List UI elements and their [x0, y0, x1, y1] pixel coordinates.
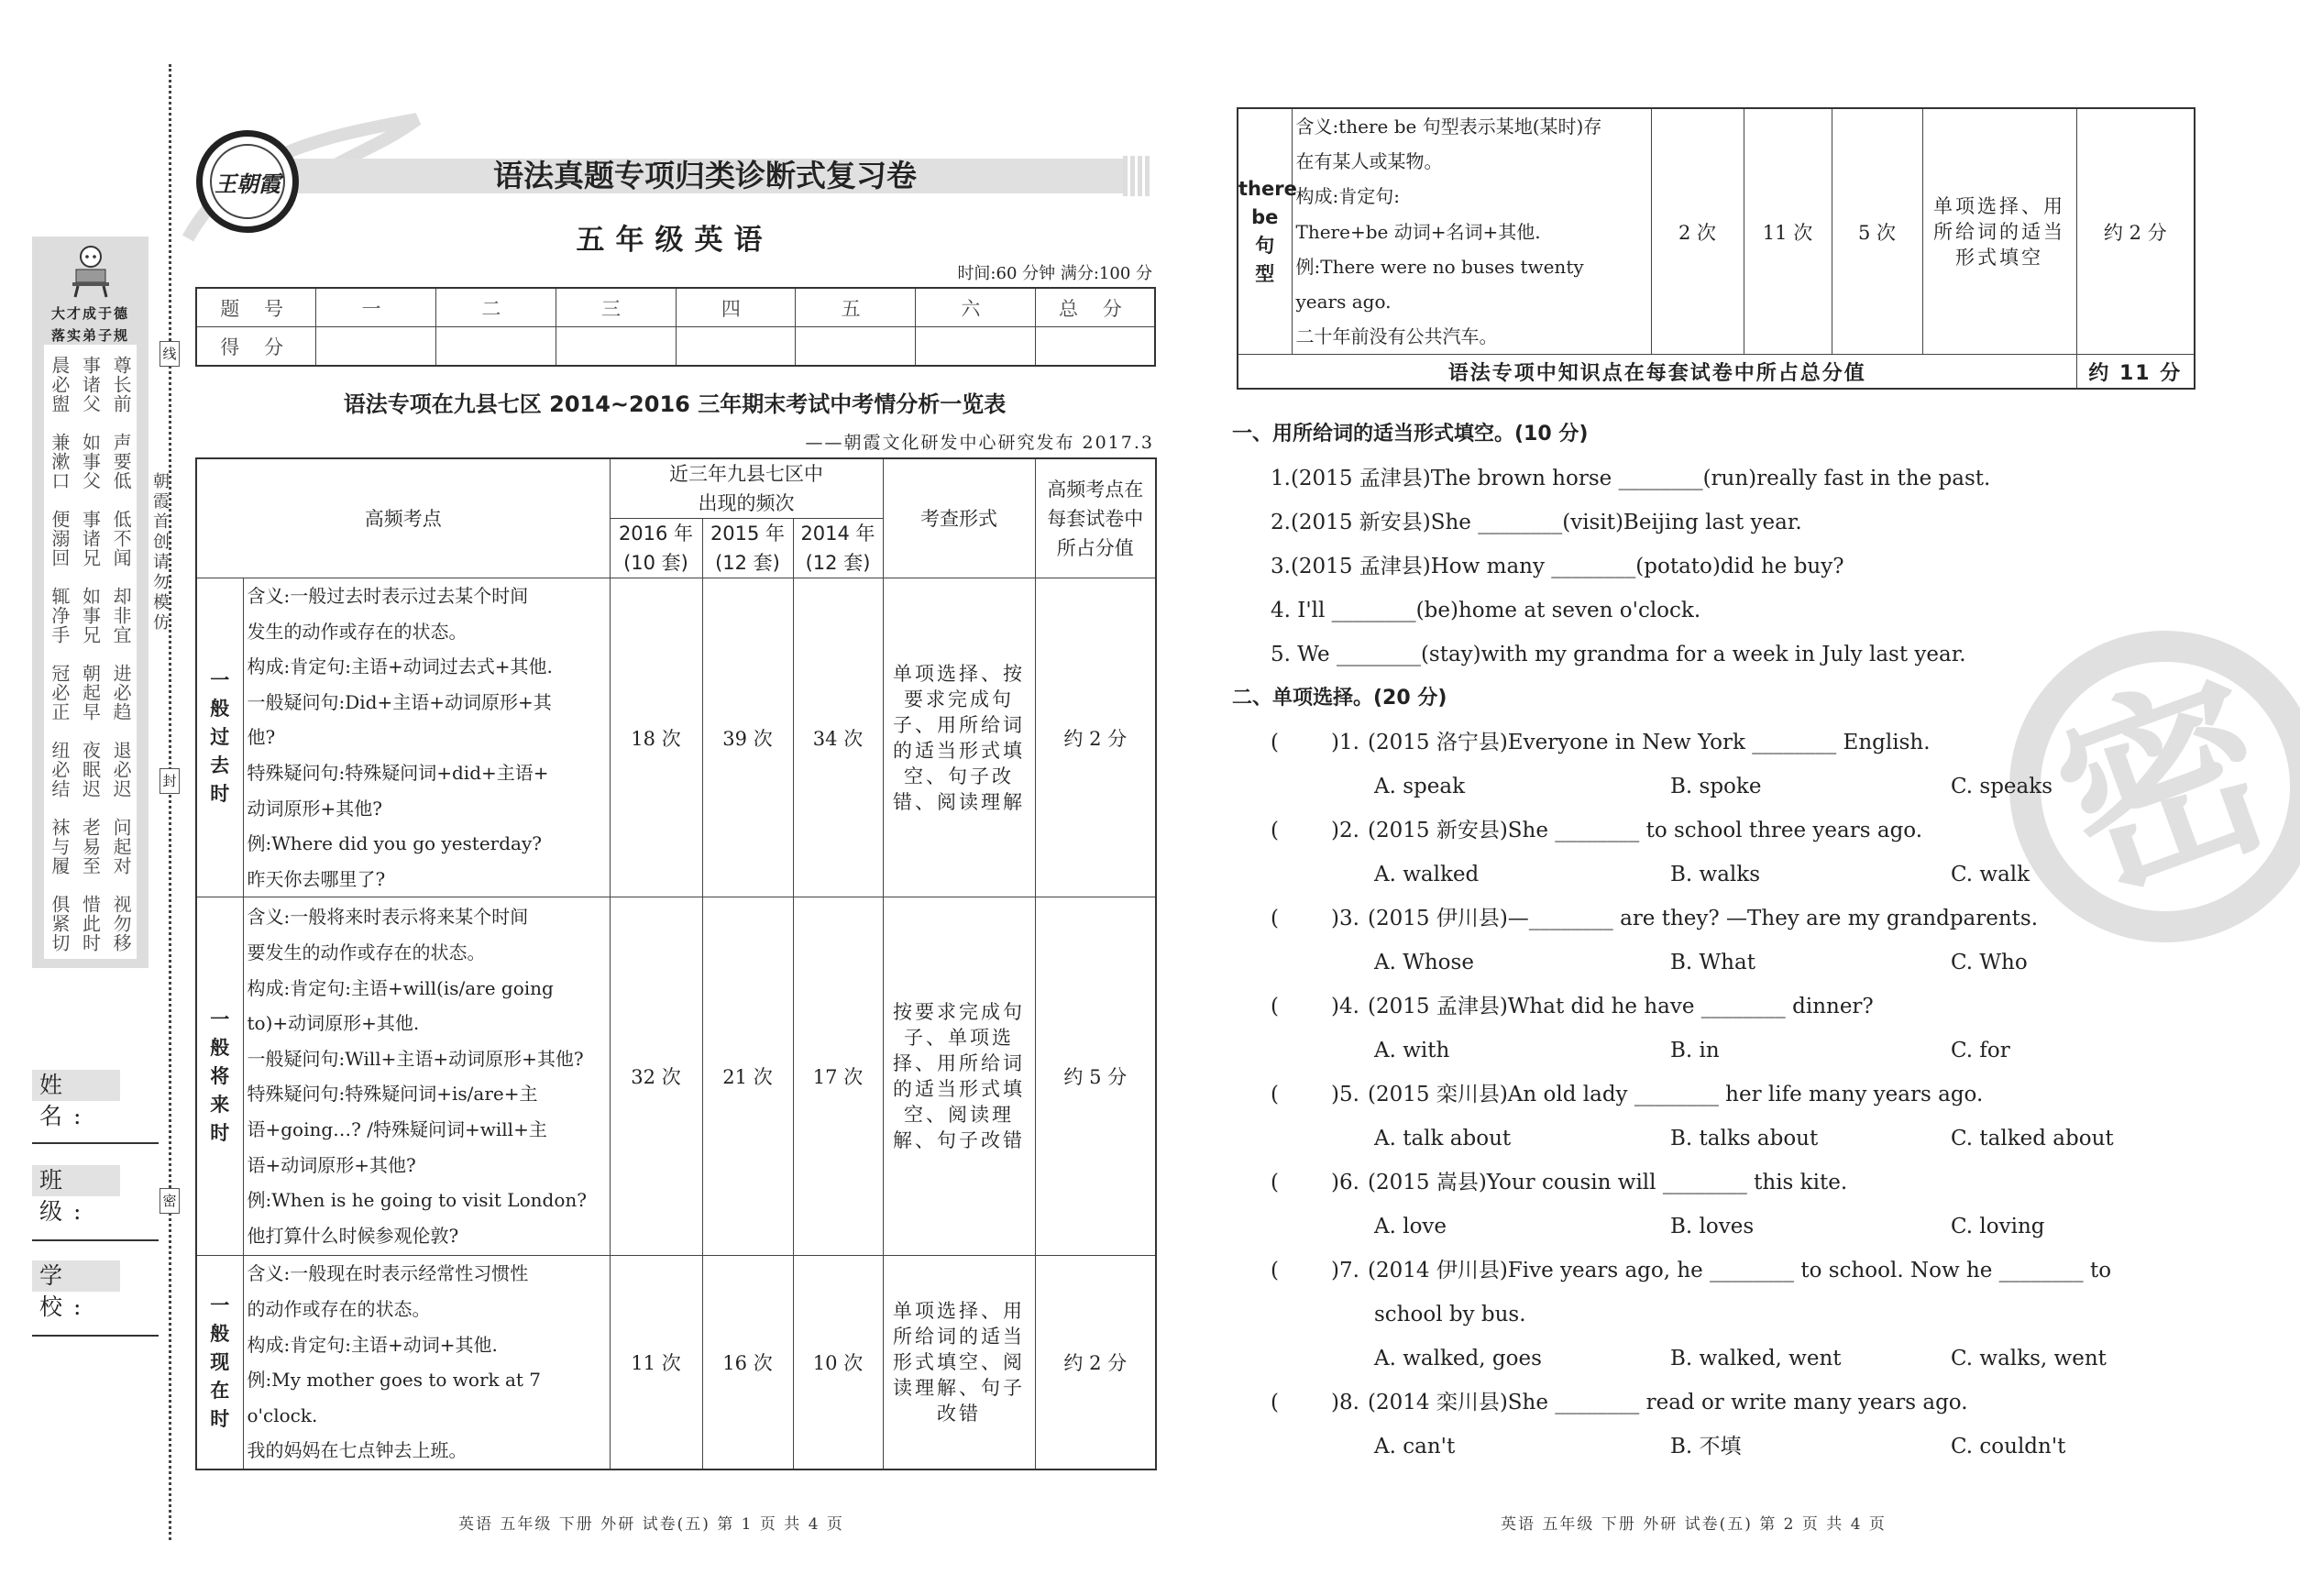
answer-option[interactable]: C. for [1951, 1039, 2010, 1062]
score-input-cell[interactable] [436, 327, 556, 367]
motto-verse-group [44, 356, 137, 422]
choice-question [1232, 1249, 2204, 1293]
question-text: (2015 新安县)She ________ to school three years ago. [1368, 819, 1923, 842]
score-header-cell: 总 分 [1035, 288, 1155, 327]
answer-bracket[interactable]: ( [1271, 1083, 1279, 1106]
description-line: years ago. [1295, 290, 1392, 313]
answer-option[interactable]: A. talk about [1374, 1127, 1512, 1150]
answer-option[interactable]: B. loves [1670, 1215, 1755, 1238]
exam-format: 单项选择、用所给词的适当形式填空、阅读理解、句子改错 [883, 1256, 1035, 1469]
header-score [1035, 458, 1156, 578]
question-number: )8. [1331, 1391, 1359, 1414]
score-header-cell: 五 [796, 288, 916, 327]
score-input-cell[interactable] [556, 327, 676, 367]
description-line: 特殊疑问句:特殊疑问词+did+主语+ [247, 761, 549, 784]
score-input-cell[interactable] [316, 327, 436, 367]
motto-verse: 晨必盥 [48, 356, 71, 413]
answer-option[interactable]: C. Who [1951, 951, 2028, 974]
frequency-count: 2 次 [1651, 108, 1744, 355]
frequency-count: 32 次 [610, 897, 702, 1256]
answer-bracket[interactable]: ( [1271, 1259, 1279, 1282]
score-input-cell[interactable] [1035, 327, 1155, 367]
time-and-score-info: 时间:60 分钟 满分:100 分 [957, 264, 1152, 283]
answer-option[interactable]: C. talked about [1951, 1127, 2114, 1150]
seal-mark: 密 [160, 1188, 180, 1214]
answer-option[interactable]: A. speak [1374, 775, 1466, 798]
fill-blank-question[interactable]: 2.(2015 新安县)She ________(visit)Beijing last year. [1271, 511, 1802, 534]
answer-option[interactable]: B. talks about [1670, 1127, 1819, 1150]
category-text: 时 [210, 1407, 230, 1430]
motto-panel [32, 237, 149, 968]
class-label: 班 级: [32, 1165, 120, 1196]
motto-verse: 尊长前 [110, 356, 133, 413]
motto-verse: 进必趋 [110, 664, 133, 721]
options-row [1232, 765, 2204, 809]
motto-verse: 辄净手 [48, 587, 71, 644]
seal-mark: 线 [160, 341, 180, 367]
answer-bracket[interactable]: ( [1271, 995, 1279, 1018]
fill-blank-question[interactable]: 3.(2015 孟津县)How many ________(potato)did he buy? [1271, 555, 1844, 578]
description-line: 构成:肯定句:主语+动词+其他. [247, 1333, 498, 1356]
description-line: 含义:there be 句型表示某地(某时)存 [1295, 116, 1602, 138]
choice-question [1232, 1073, 2204, 1117]
category-text: 般 [210, 1036, 230, 1059]
description-line: 含义:一般过去时表示过去某个时间 [247, 585, 529, 607]
answer-bracket[interactable]: ( [1271, 819, 1279, 842]
grammar-category [196, 897, 243, 1256]
question-text: (2015 伊川县)—________ are they? —They are my grandparents. [1368, 907, 2039, 930]
header-point: 高频考点 [196, 458, 610, 578]
total-row [1238, 355, 2195, 390]
answer-option[interactable]: C. walks, went [1951, 1347, 2107, 1370]
year-label: 2014 年 [800, 523, 875, 545]
year-label: 2015 年 [710, 523, 786, 545]
description-line: 例:When is he going to visit London? [247, 1189, 587, 1212]
grammar-category [196, 1256, 243, 1469]
answer-option[interactable]: B. in [1670, 1039, 1720, 1062]
description-line: 发生的动作或存在的状态。 [247, 620, 468, 643]
section1-heading: 一、用所给词的适当形式填空。(10 分) [1232, 423, 1589, 446]
category-text: there [1238, 177, 1297, 200]
question-text: (2015 孟津县)What did he have ________ dinner? [1368, 995, 1874, 1018]
answer-option[interactable]: C. speaks [1951, 775, 2052, 798]
answer-option[interactable]: C. walk [1951, 863, 2030, 886]
score-input-cell[interactable] [916, 327, 1036, 367]
category-text: 句 [1255, 234, 1275, 257]
motto-verse: 冠必正 [48, 664, 71, 721]
frequency-count: 21 次 [702, 897, 793, 1256]
motto-verse-group [44, 433, 137, 499]
header-year-2015 [702, 519, 793, 578]
motto-verse: 俱紧切 [48, 895, 71, 952]
grammar-category [1238, 108, 1297, 355]
motto-verse: 如事父 [79, 433, 102, 490]
motto-verse-group [44, 818, 137, 884]
answer-option[interactable]: C. loving [1951, 1215, 2045, 1238]
answer-option[interactable]: A. with [1374, 1039, 1450, 1062]
answer-option[interactable]: B. spoke [1670, 775, 1762, 798]
name-label: 姓 名: [32, 1070, 120, 1101]
analysis-title: 语法专项在九县七区 2014~2016 三年期末考试中考情分析一览表 [343, 391, 1007, 417]
analysis-table-continued [1237, 107, 2195, 390]
motto-verse: 如事兄 [79, 587, 102, 644]
header-score-line: 高频考点在 [1047, 478, 1144, 501]
score-input-cell[interactable] [796, 327, 916, 367]
category-text: 过 [210, 726, 230, 749]
answer-option[interactable]: B. What [1670, 951, 1755, 974]
school-label: 学 校: [32, 1260, 120, 1292]
motto-verse: 事诸父 [79, 356, 102, 413]
description-line: 例:Where did you go yesterday? [247, 832, 542, 855]
exam-format: 单项选择、用所给词的适当形式填空 [1922, 108, 2076, 355]
questions-area [1232, 413, 2204, 1469]
answer-bracket[interactable]: ( [1271, 907, 1279, 930]
score-value: 约 5 分 [1035, 897, 1156, 1256]
frequency-count: 17 次 [793, 897, 883, 1256]
grammar-description [1292, 108, 1651, 355]
category-text: 一 [210, 669, 230, 692]
header-frequency [610, 458, 883, 519]
motto-verse: 便溺回 [48, 510, 71, 567]
description-line: 例:My mother goes to work at 7 [247, 1369, 542, 1392]
description-line: 动词原形+其他? [247, 797, 382, 820]
choice-question [1232, 809, 2204, 853]
category-text: 在 [210, 1379, 230, 1402]
answer-option[interactable]: B. walks [1670, 863, 1761, 886]
question-text: (2015 洛宁县)Everyone in New York ________ English. [1368, 731, 1931, 754]
score-value: 约 2 分 [1035, 1256, 1156, 1469]
total-label: 语法专项中知识点在每套试卷中所占总分值 [1238, 355, 2076, 390]
description-line: 语+going…? /特殊疑问词+will+主 [247, 1117, 547, 1140]
header-year-2014 [793, 519, 883, 578]
binding-dotted-line [169, 64, 171, 1540]
school-field[interactable] [32, 1335, 159, 1337]
description-line: 构成:肯定句: [1295, 185, 1400, 208]
motto-verse: 兼漱口 [48, 433, 71, 490]
answer-option[interactable]: A. can't [1374, 1435, 1456, 1458]
description-line: 含义:一般将来时表示将来某个时间 [247, 906, 529, 929]
student-reading-icon [71, 244, 111, 299]
score-header-label: 题 号 [196, 288, 316, 327]
description-line: 一般疑问句:Will+主语+动词原形+其他? [247, 1047, 584, 1070]
category-text: 般 [210, 698, 230, 721]
footer-page-1: 英语 五年级 下册 外研 试卷(五) 第 1 页 共 4 页 [458, 1515, 844, 1534]
total-value: 约 11 分 [2076, 355, 2195, 390]
description-line: 要发生的动作或存在的状态。 [247, 941, 486, 963]
description-line: 他? [247, 726, 276, 749]
motto-verse: 老易至 [79, 818, 102, 875]
frequency-count: 5 次 [1832, 108, 1922, 355]
motto-verse: 却非宜 [110, 587, 133, 644]
choice-question [1232, 985, 2204, 1029]
frequency-count: 18 次 [610, 578, 702, 897]
question-number: )2. [1331, 819, 1359, 842]
motto-verses [44, 345, 137, 959]
category-text: 般 [210, 1322, 230, 1345]
name-field[interactable] [32, 1142, 159, 1144]
description-line: 昨天你去哪里了? [247, 867, 386, 890]
category-text: 型 [1255, 262, 1275, 285]
fill-blank-question[interactable]: 1.(2015 孟津县)The brown horse ________(run)really fast in the past. [1271, 467, 1991, 490]
frequency-count: 34 次 [793, 578, 883, 897]
motto-verse-group [44, 895, 137, 961]
motto-verse: 事诸兄 [79, 510, 102, 567]
motto-verse: 惜此时 [79, 895, 102, 952]
set-count: (12 套) [805, 552, 871, 574]
exam-format: 单项选择、按要求完成句子、用所给词的适当形式填空、句子改错、阅读理解 [883, 578, 1035, 897]
category-text: 时 [210, 1121, 230, 1144]
motto-heading: 落实弟子规 [50, 327, 129, 344]
description-line: 含义:一般现在时表示经常性习惯性 [247, 1262, 529, 1285]
question-text: (2015 嵩县)Your cousin will ________ this kite. [1368, 1171, 1848, 1194]
choice-question [1232, 1381, 2204, 1425]
description-line: 构成:肯定句:主语+will(is/are going [247, 976, 554, 999]
answer-option[interactable]: B. walked, went [1670, 1347, 1842, 1370]
answer-option[interactable]: A. love [1374, 1215, 1447, 1238]
answer-option[interactable]: A. walked [1374, 863, 1480, 886]
exam-format: 按要求完成句子、单项选择、用所给词的适当形式填空、阅读理解、句子改错 [883, 897, 1035, 1256]
question-text: (2015 栾川县)An old lady ________ her life many years ago. [1368, 1083, 1984, 1106]
header-score-line: 所占分值 [1056, 536, 1134, 559]
answer-bracket[interactable]: ( [1271, 731, 1279, 754]
fill-blank-question[interactable]: 5. We ________(stay)with my grandma for a week in July last year. [1271, 643, 1966, 666]
options-row [1232, 1337, 2204, 1381]
description-line: 我的妈妈在七点钟去上班。 [247, 1439, 468, 1462]
frequency-count: 11 次 [610, 1256, 702, 1469]
fill-blank-question[interactable]: 4. I'll ________(be)home at seven o'clock. [1271, 599, 1701, 622]
description-line: There+be 动词+名词+其他. [1295, 220, 1541, 243]
answer-option[interactable]: B. 不填 [1670, 1435, 1742, 1458]
set-count: (12 套) [715, 552, 780, 574]
description-line: 例:There were no buses twenty [1295, 255, 1584, 278]
answer-option[interactable]: C. couldn't [1951, 1435, 2066, 1458]
question-number: )3. [1331, 907, 1359, 930]
score-value: 约 2 分 [1035, 578, 1156, 897]
motto-verse-group [44, 587, 137, 653]
choice-question [1232, 1161, 2204, 1205]
score-header-cell: 四 [676, 288, 796, 327]
set-count: (10 套) [623, 552, 688, 574]
copyright-notice: 朝霞首创 请勿模仿 [153, 472, 170, 633]
options-row [1232, 853, 2204, 897]
category-text: 来 [210, 1093, 230, 1116]
options-row [1232, 1029, 2204, 1073]
grammar-category [196, 578, 243, 897]
year-label: 2016 年 [618, 523, 694, 545]
options-row [1232, 1205, 2204, 1249]
score-header-cell: 二 [436, 288, 556, 327]
motto-verse: 朝起早 [79, 664, 102, 721]
motto-verse-group [44, 510, 137, 576]
header-score-line: 每套试卷中 [1047, 507, 1144, 530]
question-text: (2014 伊川县)Five years ago, he ________ to school. Now he ________ to [1368, 1259, 2112, 1282]
description-line: 他打算什么时候参观伦敦? [247, 1224, 459, 1247]
motto-heading: 大才成于德 [50, 305, 129, 322]
analysis-row [196, 897, 1156, 1256]
analysis-table [195, 457, 1157, 1470]
class-field[interactable] [32, 1239, 159, 1241]
grammar-description [243, 897, 610, 1256]
question-number: )1. [1331, 731, 1359, 754]
question-number: )7. [1331, 1259, 1359, 1282]
frequency-count: 39 次 [702, 578, 793, 897]
header-year-2016 [610, 519, 702, 578]
category-text: 现 [210, 1350, 230, 1373]
paper-subtitle: 五年级英语 [576, 224, 774, 257]
header-frequency-line: 近三年九县七区中 [669, 463, 823, 485]
motto-verse: 视勿移 [110, 895, 133, 952]
frequency-count: 16 次 [702, 1256, 793, 1469]
category-text: be [1251, 205, 1279, 228]
frequency-count: 10 次 [793, 1256, 883, 1469]
motto-verse-group [44, 741, 137, 807]
question-number: )6. [1331, 1171, 1359, 1194]
motto-verse: 纽必结 [48, 741, 71, 798]
description-line: 一般疑问句:Did+主语+动词原形+其 [247, 690, 552, 713]
motto-verse: 袜与履 [48, 818, 71, 875]
analysis-source: ——朝霞文化研发中心研究发布 2017.3 [805, 433, 1154, 453]
description-line: 的动作或存在的状态。 [247, 1297, 431, 1320]
description-line: 特殊疑问句:特殊疑问词+is/are+主 [247, 1083, 538, 1106]
description-line: to)+动词原形+其他. [247, 1012, 420, 1035]
motto-verse: 低不闻 [110, 510, 133, 567]
category-text: 时 [210, 783, 230, 806]
analysis-row [196, 578, 1156, 897]
description-line: 语+动词原形+其他? [247, 1153, 416, 1176]
score-header-cell: 六 [916, 288, 1036, 327]
category-text: 一 [210, 1007, 230, 1030]
question-number: )5. [1331, 1083, 1359, 1106]
question-text: (2014 栾川县)She ________ read or write many years ago. [1368, 1391, 1968, 1414]
description-line: 构成:肯定句:主语+动词过去式+其他. [247, 655, 553, 678]
category-text: 将 [210, 1064, 230, 1087]
description-line: o'clock. [247, 1403, 318, 1426]
options-row [1232, 1117, 2204, 1161]
motto-verse: 问起对 [110, 818, 133, 875]
score-table [195, 287, 1156, 367]
answer-option[interactable]: A. walked, goes [1374, 1347, 1542, 1370]
score-row-label: 得 分 [196, 327, 316, 367]
motto-verse: 退必迟 [110, 741, 133, 798]
grammar-description [243, 578, 610, 897]
answer-option[interactable]: A. Whose [1374, 951, 1474, 974]
question-number: )4. [1331, 995, 1359, 1018]
logo-text: 王朝霞 [215, 171, 281, 197]
question-continuation: school by bus. [1374, 1303, 1526, 1326]
section2-heading: 二、单项选择。(20 分) [1232, 687, 1447, 710]
choice-question [1232, 897, 2204, 941]
description-line: 二十年前没有公共汽车。 [1295, 325, 1498, 348]
options-row [1232, 941, 2204, 985]
description-line: 在有某人或某物。 [1295, 150, 1443, 173]
motto-verse: 夜眠迟 [79, 741, 102, 798]
frequency-count: 11 次 [1744, 108, 1832, 355]
answer-bracket[interactable]: ( [1271, 1171, 1279, 1194]
score-value: 约 2 分 [2076, 108, 2195, 355]
category-text: 一 [210, 1293, 230, 1316]
motto-verse-group [44, 664, 137, 730]
seal-watermark: 密 [1965, 587, 2300, 986]
analysis-row [196, 1256, 1156, 1469]
score-header-cell: 一 [316, 288, 436, 327]
seal-mark: 封 [160, 768, 180, 794]
grammar-description [243, 1256, 610, 1469]
analysis-row [1238, 108, 2195, 355]
paper-title: 语法真题专项归类诊断式复习卷 [493, 158, 917, 193]
footer-page-2: 英语 五年级 下册 外研 试卷(五) 第 2 页 共 4 页 [1501, 1515, 1887, 1534]
header-form: 考查形式 [883, 458, 1035, 578]
header-frequency-line: 出现的频次 [698, 492, 795, 514]
options-row [1232, 1425, 2204, 1469]
score-input-cell[interactable] [676, 327, 796, 367]
score-header-cell: 三 [556, 288, 676, 327]
answer-bracket[interactable]: ( [1271, 1391, 1279, 1414]
choice-question [1232, 721, 2204, 765]
category-text: 去 [210, 754, 230, 777]
motto-verse: 声要低 [110, 433, 133, 490]
